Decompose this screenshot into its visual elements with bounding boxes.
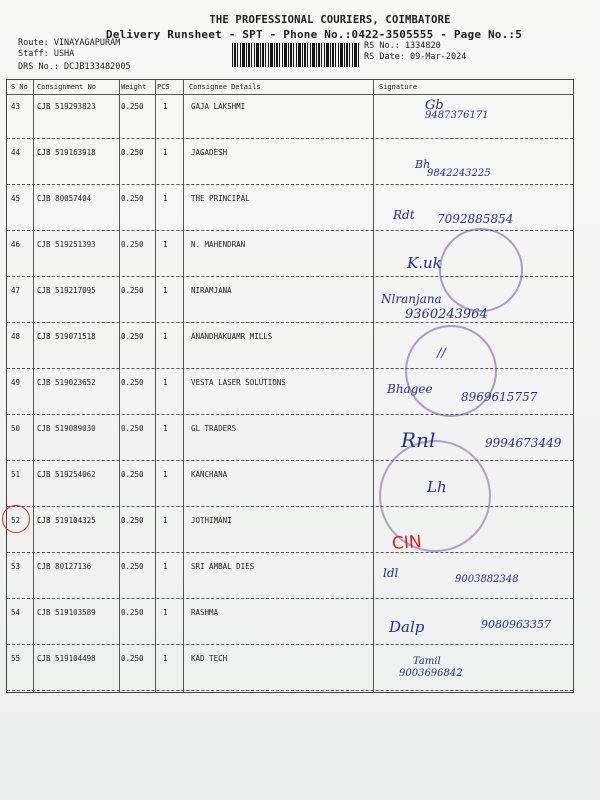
cell-weight: 0.250	[121, 194, 144, 203]
signature-45: Rdt	[393, 208, 415, 222]
handwriting-7: 9003882348	[455, 574, 519, 585]
barcode	[232, 43, 360, 67]
header-pcs: PCS	[157, 83, 170, 91]
signature-51: Lh	[427, 478, 447, 496]
cell-weight: 0.250	[121, 102, 144, 111]
cell-weight: 0.250	[121, 562, 144, 571]
cell-pcs: 1	[163, 424, 168, 433]
cell-consignment: CJB 519023652	[37, 378, 96, 387]
route-label: Route: VINAYAGAPURAM	[18, 38, 121, 48]
cell-sno: 52	[11, 516, 21, 525]
cell-consignment: CJB 519293823	[37, 102, 96, 111]
cell-weight: 0.250	[121, 654, 144, 663]
cell-pcs: 1	[163, 470, 168, 479]
handwriting-8: 9080963357	[481, 618, 551, 631]
cell-sno: 53	[11, 562, 21, 571]
signature-44: Bh	[415, 158, 431, 171]
cell-pcs: 1	[163, 654, 168, 663]
header-weight: Weight	[121, 83, 147, 91]
row-separator	[7, 460, 573, 461]
row-separator	[7, 598, 573, 599]
cell-consignee: VESTA LASER SOLUTIONS	[191, 378, 286, 387]
cell-consignee: JOTHIMANI	[191, 516, 232, 525]
runsheet-subtitle: Delivery Runsheet - SPT - Phone No.:0422-3505555 - Page No.:5	[105, 28, 523, 41]
row-separator	[7, 138, 573, 139]
cell-pcs: 1	[163, 608, 168, 617]
cell-pcs: 1	[163, 240, 168, 249]
cell-sno: 43	[11, 102, 21, 111]
handwriting-4: 9360243964	[405, 307, 488, 322]
column-divider	[155, 80, 156, 692]
signature-50: Rnl	[401, 428, 436, 452]
cell-sno: 48	[11, 332, 21, 341]
handwriting-1: 9487376171	[425, 110, 489, 121]
cell-consignment: CJB 519104498	[37, 654, 96, 663]
cell-sno: 55	[11, 654, 21, 663]
signature-49: Bhagee	[387, 382, 433, 396]
cell-consignment: CJB 519251393	[37, 240, 96, 249]
cell-consignee: KAD TECH	[191, 654, 228, 663]
header-consignee: Consignee Details	[189, 83, 261, 91]
cell-consignee: KANCHANA	[191, 470, 228, 479]
cell-sno: 49	[11, 378, 21, 387]
drs-number: DRS No.: DCJB133482005	[18, 62, 131, 72]
cell-consignee: RASHMA	[191, 608, 219, 617]
stamp-1	[439, 228, 523, 312]
row-separator	[7, 322, 573, 323]
row-separator	[7, 552, 573, 553]
row-separator	[7, 414, 573, 415]
cell-consignment: CJB 519217095	[37, 286, 96, 295]
cell-pcs: 1	[163, 332, 168, 341]
column-divider	[119, 80, 120, 692]
meta-right	[364, 41, 466, 63]
cell-consignment: CJB 80057404	[37, 194, 92, 203]
cell-weight: 0.250	[121, 148, 144, 157]
cell-pcs: 1	[163, 286, 168, 295]
cell-consignee: NIRAMJANA	[191, 286, 232, 295]
handwriting-2: 9842243225	[427, 168, 491, 179]
signature-54: Dalp	[389, 618, 425, 636]
cell-weight: 0.250	[121, 608, 144, 617]
header-consignment: Consignment No	[37, 83, 97, 91]
cell-sno: 51	[11, 470, 21, 479]
cell-consignment: CJB 519071518	[37, 332, 96, 341]
cell-pcs: 1	[163, 148, 168, 157]
cell-pcs: 1	[163, 562, 168, 571]
rs-date: RS Date: 09-Mar-2024	[364, 52, 467, 62]
signature-47: Nlranjana	[381, 292, 442, 306]
cell-consignee: GL TRADERS	[191, 424, 237, 433]
cell-sno: 54	[11, 608, 21, 617]
row-separator	[7, 644, 573, 645]
cell-consignee: ANANDHAKUAMR MILLS	[191, 332, 273, 341]
cell-sno: 50	[11, 424, 21, 433]
cell-consignment: CJB 80127136	[37, 562, 92, 571]
cell-pcs: 1	[163, 378, 168, 387]
red-note: CIN	[391, 531, 423, 555]
handwriting-5: 8969615757	[461, 390, 538, 404]
company-title: THE PROFESSIONAL COURIERS, COIMBATORE	[209, 14, 451, 26]
cell-sno: 45	[11, 194, 21, 203]
staff-label: Staff: USHA	[18, 49, 75, 59]
cell-consignment: CJB 519103589	[37, 608, 96, 617]
cell-weight: 0.250	[121, 240, 144, 249]
cell-weight: 0.250	[121, 286, 144, 295]
signature-48: //	[437, 346, 446, 361]
column-divider	[33, 80, 34, 692]
cell-consignee: SRI AMBAL DIES	[191, 562, 255, 571]
signature-53: ldl	[383, 566, 399, 580]
table-header	[7, 80, 573, 95]
cell-consignee: GAJA LAKSHMI	[191, 102, 246, 111]
row-separator	[7, 690, 573, 691]
row-separator	[7, 184, 573, 185]
meta-left	[18, 38, 131, 73]
cell-pcs: 1	[163, 102, 168, 111]
cell-consignee: N. MAHENDRAN	[191, 240, 246, 249]
cell-weight: 0.250	[121, 470, 144, 479]
cell-weight: 0.250	[121, 516, 144, 525]
cell-weight: 0.250	[121, 378, 144, 387]
cell-consignment: CJB 519163918	[37, 148, 96, 157]
rs-number: RS No.: 1334820	[364, 41, 441, 51]
runsheet-table	[6, 79, 574, 693]
header-signature: Signature	[379, 83, 417, 91]
handwriting-6: 9994673449	[485, 436, 562, 450]
cell-sno: 44	[11, 148, 21, 157]
cell-consignment: CJB 519104325	[37, 516, 96, 525]
handwriting-9: 9003696842	[399, 668, 463, 679]
cell-pcs: 1	[163, 194, 168, 203]
signature-55: Tamil	[413, 656, 441, 667]
cell-consignee: THE PRINCIPAL	[191, 194, 250, 203]
cell-consignment: CJB 519089030	[37, 424, 96, 433]
cell-sno: 47	[11, 286, 21, 295]
cell-pcs: 1	[163, 516, 168, 525]
column-divider	[183, 80, 184, 692]
cell-weight: 0.250	[121, 332, 144, 341]
handwriting-3: 7092885854	[437, 212, 514, 226]
cell-consignee: JAGADESH	[191, 148, 228, 157]
column-divider	[373, 80, 374, 692]
red-circle-mark	[2, 505, 30, 533]
cell-sno: 46	[11, 240, 21, 249]
cell-weight: 0.250	[121, 424, 144, 433]
cell-consignment: CJB 519254062	[37, 470, 96, 479]
signature-43: Gb	[425, 98, 444, 113]
header-sno: S No	[11, 83, 28, 91]
signature-46: K.uk	[407, 254, 442, 272]
